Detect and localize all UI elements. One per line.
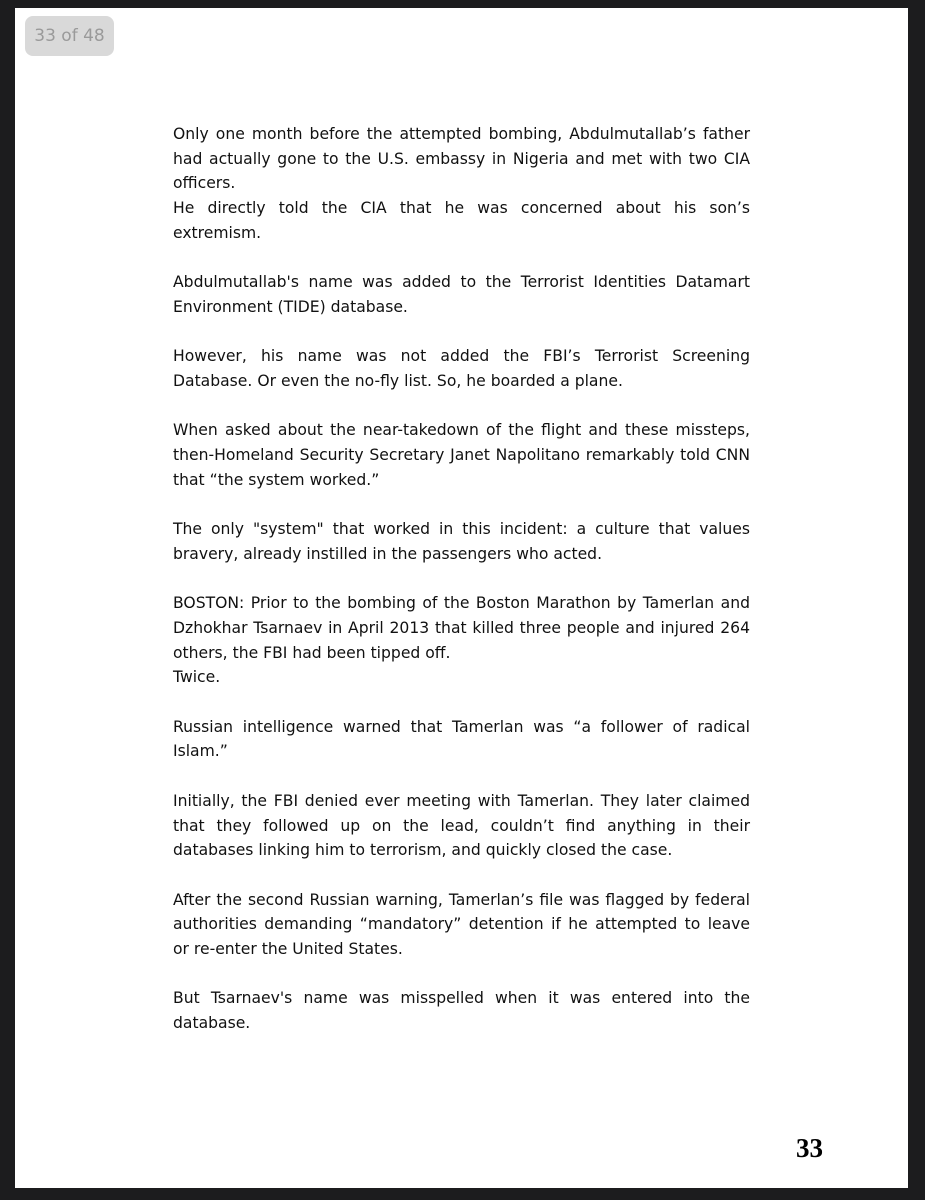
paragraph-tide: Abdulmutallab's name was added to the Terrorist Identities Datamart Environment (TIDE) database. <box>173 273 750 316</box>
document-page <box>15 8 908 1188</box>
paragraph-boston <box>173 591 750 690</box>
document-body <box>173 122 750 1061</box>
viewer-top-bar <box>0 0 925 8</box>
paragraph-culture: The only "system" that worked in this incident: a culture that values bravery, already instilled in the passengers who acted. <box>173 520 750 563</box>
paragraph-screening-database: However, his name was not added the FBI’s Terrorist Screening Database. Or even the no-fly list. So, he boarded a plane. <box>173 347 750 390</box>
paragraph-fbi-denial: Initially, the FBI denied ever meeting with Tamerlan. They later claimed that they followed up on the lead, couldn’t find anything in their databases linking him to terrorism, and quickly closed the case. <box>173 791 750 860</box>
page-number: 33 <box>796 1133 823 1163</box>
viewer-bottom-bar <box>0 1188 925 1200</box>
paragraph-second-warning: After the second Russian warning, Tamerlan’s file was flagged by federal authorities demanding “mandatory” detention if he attempted to leave or re-enter the United States. <box>173 890 750 959</box>
paragraph-line: BOSTON: Prior to the bombing of the Boston Marathon by Tamerlan and Dzhokhar Tsarnaev in April 2013 that killed three people and injured 264 others, the FBI had been tipped off. <box>173 594 750 662</box>
paragraph-embassy-visit <box>173 122 750 246</box>
paragraph-line: Twice. <box>173 668 221 687</box>
paragraph-russian-intelligence: Russian intelligence warned that Tamerlan was “a follower of radical Islam.” <box>173 717 750 761</box>
page-indicator-badge: 33 of 48 <box>25 16 114 56</box>
paragraph-line: Only one month before the attempted bombing, Abdulmutallab’s father had actually gone to the U.S. embassy in Nigeria and met with two CIA officers. <box>173 125 750 193</box>
paragraph-line: He directly told the CIA that he was concerned about his son’s extremism. <box>173 199 750 242</box>
paragraph-napolitano: When asked about the near-takedown of the flight and these missteps, then-Homeland Security Secretary Janet Napolitano remarkably told CNN that “the system worked.” <box>173 421 750 489</box>
paragraph-misspelled: But Tsarnaev's name was misspelled when it was entered into the database. <box>173 989 750 1033</box>
